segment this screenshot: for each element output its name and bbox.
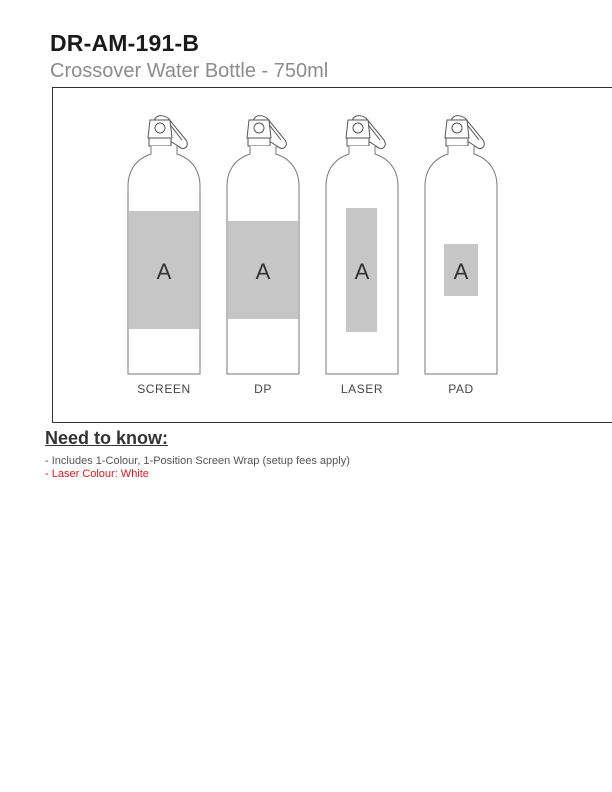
bottle-pad [425,116,497,396]
bottle-label-pad: PAD [448,382,474,396]
zone-letter: A [354,259,370,284]
bottle-dp [227,116,299,396]
bottle-label-laser: LASER [340,382,384,396]
zone-letter: A [453,259,469,284]
bottle-illustrations [53,88,612,424]
zone-letter: A [255,259,271,284]
zone-letter: A [156,259,172,284]
bottle-label-screen: SCREEN [137,382,191,396]
note-setup-fees: - Includes 1-Colour, 1-Position Screen Wrap (setup fees apply) [45,455,350,467]
bottle-label-dp: DP [254,382,272,396]
need-to-know-heading: Need to know: [45,428,169,448]
note-laser-colour: - Laser Colour: White [45,468,149,480]
decoration-panel [52,87,612,423]
product-name: Crossover Water Bottle - 750ml [50,60,329,82]
product-code: DR-AM-191-B [50,30,200,56]
bottle-screen [128,116,200,396]
bottle-laser [326,116,398,396]
